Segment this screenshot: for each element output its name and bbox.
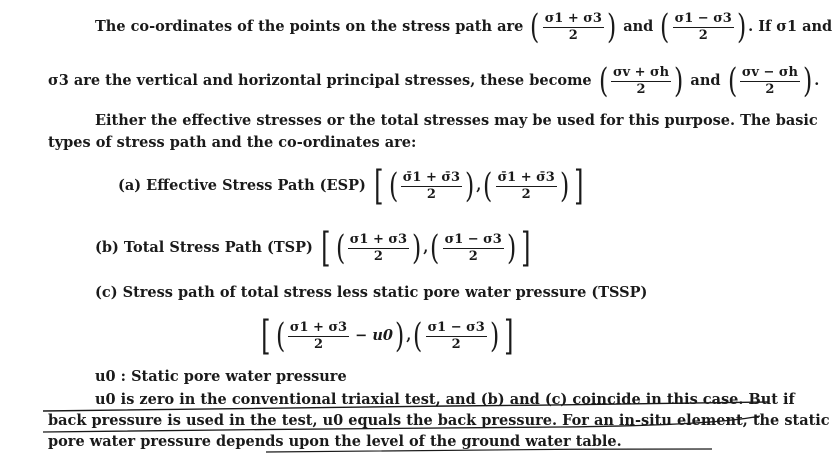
fraction: $\frac{\sigma 1 - \sigma 3}{2}$ <box>444 231 502 264</box>
item-label: (b) Total Stress Path (TSP) <box>95 239 313 256</box>
notes-line1: u0 is zero in the conventional triaxial test, and (b) and (c) coincide in this case. But if <box>95 391 795 408</box>
para1-text-c: σ3 are the vertical and horizontal principal stresses, these become <box>48 72 592 89</box>
notes-line3: pore water pressure depends upon the level of the ground water table. <box>48 433 622 450</box>
item-tssp-label: (c) Stress path of total stress less static pore water pressure (TSSP) <box>95 284 648 301</box>
u0-definition: u0 : Static pore water pressure <box>95 368 347 385</box>
fraction: $\frac{\sigma v - \sigma h}{2}$ <box>741 64 798 97</box>
para1-text-a: The co-ordinates of the points on the stress path are <box>95 18 524 35</box>
para2-line2: types of stress path and the co-ordinates are: <box>48 134 417 151</box>
item-label: (a) Effective Stress Path (ESP) <box>118 177 366 194</box>
item-tsp: (b) Total Stress Path (TSP) [ ( $\frac{\sigma 1 + \sigma 3}{2}$ ) ,( $\frac{\sigma 1 - \sigma 3}{2}$ ) ] <box>95 225 531 271</box>
item-esp: (a) Effective Stress Path (ESP) [ ( $\frac{\sigmā1 + \sigmā3}{2}$ ) ,( $\frac{\sigmā1 + \sigmā3}{2}$ ) ] <box>118 163 584 209</box>
item-tssp-formula: [ ( $\frac{\sigma 1 + \sigma 3}{2}$ − u0) ,( $\frac{\sigma 1 - \sigma 3}{2}$ ) ] <box>261 313 514 359</box>
fraction: $\frac{\sigma 1 + \sigma 3}{2}$ <box>349 231 408 264</box>
and-word: and <box>690 72 721 89</box>
para1-line2: σ3 are the vertical and horizontal principal stresses, these become ( $\frac{\sigma v + \sigma h}{2}$ ) and ( $\frac{\sigma v - \sigma h}{2}$ ) . <box>48 61 820 101</box>
fraction: $\frac{\sigmā1 + \sigmā3}{2}$ <box>497 169 555 202</box>
and-word: and <box>623 18 654 35</box>
fraction: $\frac{\sigmā1 + \sigmā3}{2}$ <box>402 169 460 202</box>
fraction: $\frac{\sigma 1 + \sigma 3}{2}$ <box>544 10 602 43</box>
para1-text-b: . If σ1 and <box>748 18 832 35</box>
minus-u0: − u0 <box>355 327 393 344</box>
fraction: $\frac{\sigma v + \sigma h}{2}$ <box>612 64 670 97</box>
fraction: $\frac{\sigma 1 - \sigma 3}{2}$ <box>427 319 485 352</box>
para1-line1: The co-ordinates of the points on the stress path are ( $\frac{\sigma 1 + \sigma 3}{2}$ ) and ( $\frac{\sigma 1 - \sigma 3}{2}$ ) . If σ1 and <box>95 7 832 47</box>
fraction: $\frac{\sigma 1 - \sigma 3}{2}$ <box>674 10 732 43</box>
fraction: $\frac{\sigma 1 + \sigma 3}{2}$ <box>289 319 348 352</box>
notes-line2: back pressure is used in the test, u0 equals the back pressure. For an in-situ element, the static <box>48 412 830 429</box>
para2-line1: Either the effective stresses or the total stresses may be used for this purpose. The basic <box>95 112 818 129</box>
